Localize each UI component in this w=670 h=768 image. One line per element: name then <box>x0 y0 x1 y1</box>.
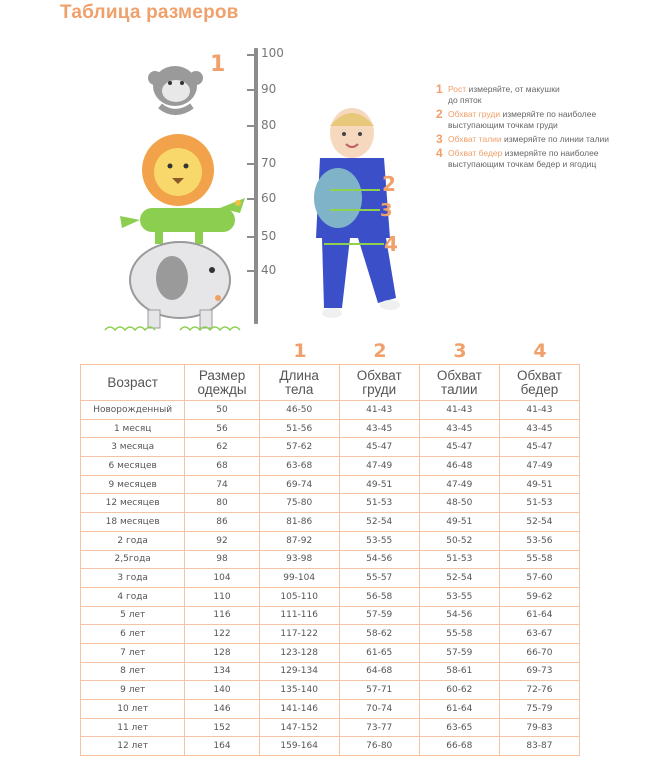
cell-waist: 60-62 <box>419 681 499 700</box>
cell-hips: 55-58 <box>499 550 579 569</box>
legend-item-hips <box>436 148 656 170</box>
legend-number: 1 <box>436 82 443 96</box>
ruler-label: 80 <box>261 118 277 132</box>
cell-hips: 63-67 <box>499 625 579 644</box>
cell-waist: 52-54 <box>419 569 499 588</box>
cell-chest: 64-68 <box>339 662 419 681</box>
table-row <box>81 718 580 737</box>
cell-waist: 46-48 <box>419 457 499 476</box>
cell-size: 92 <box>185 531 259 550</box>
cell-waist: 55-58 <box>419 625 499 644</box>
cell-size: 152 <box>185 718 259 737</box>
cell-hips: 59-62 <box>499 587 579 606</box>
cell-age: 3 года <box>81 569 185 588</box>
cell-waist: 47-49 <box>419 475 499 494</box>
cell-hips: 52-54 <box>499 513 579 532</box>
measurement-legend <box>436 84 656 173</box>
cell-size: 122 <box>185 625 259 644</box>
cell-waist: 41-43 <box>419 401 499 420</box>
cell-chest: 53-55 <box>339 531 419 550</box>
cell-age: 8 лет <box>81 662 185 681</box>
cell-size: 62 <box>185 438 259 457</box>
cell-age: 6 месяцев <box>81 457 185 476</box>
cell-hips: 53-56 <box>499 531 579 550</box>
cell-chest: 45-47 <box>339 438 419 457</box>
cell-length: 117-122 <box>259 625 339 644</box>
cell-waist: 51-53 <box>419 550 499 569</box>
hip-marker: 4 <box>384 232 398 256</box>
table-row <box>81 606 580 625</box>
cell-chest: 43-45 <box>339 419 419 438</box>
cell-hips: 43-45 <box>499 419 579 438</box>
cell-waist: 50-52 <box>419 531 499 550</box>
table-row <box>81 475 580 494</box>
table-row <box>81 643 580 662</box>
cell-waist: 53-55 <box>419 587 499 606</box>
table-row <box>81 494 580 513</box>
cell-length: 51-56 <box>259 419 339 438</box>
cell-length: 87-92 <box>259 531 339 550</box>
cell-age: 5 лет <box>81 606 185 625</box>
cell-chest: 70-74 <box>339 700 419 719</box>
header-body-length: Длина тела <box>259 365 339 401</box>
cell-chest: 58-62 <box>339 625 419 644</box>
cell-length: 123-128 <box>259 643 339 662</box>
size-table <box>80 364 580 756</box>
cell-age: 3 месяца <box>81 438 185 457</box>
cell-age: 7 лет <box>81 643 185 662</box>
table-row <box>81 438 580 457</box>
cell-length: 159-164 <box>259 737 339 756</box>
cell-age: 4 года <box>81 587 185 606</box>
table-row <box>81 737 580 756</box>
cell-hips: 47-49 <box>499 457 579 476</box>
table-row <box>81 550 580 569</box>
legend-description: измеряйте по наиболее <box>502 148 599 158</box>
cell-waist: 48-50 <box>419 494 499 513</box>
table-row <box>81 513 580 532</box>
cell-hips: 57-60 <box>499 569 579 588</box>
cell-length: 93-98 <box>259 550 339 569</box>
cell-hips: 49-51 <box>499 475 579 494</box>
cell-length: 147-152 <box>259 718 339 737</box>
legend-description-cont: выступающим точкам груди <box>448 120 558 130</box>
cell-length: 99-104 <box>259 569 339 588</box>
cell-hips: 72-76 <box>499 681 579 700</box>
cell-chest: 56-58 <box>339 587 419 606</box>
cell-hips: 79-83 <box>499 718 579 737</box>
legend-description: измеряйте по наиболее <box>500 109 597 119</box>
column-number: 3 <box>453 340 467 362</box>
column-number-row <box>0 340 670 364</box>
ruler-tick <box>247 236 256 238</box>
animals-illustration <box>100 48 260 338</box>
cell-chest: 57-59 <box>339 606 419 625</box>
cell-size: 164 <box>185 737 259 756</box>
page-title: Таблица размеров <box>60 2 239 23</box>
cell-size: 128 <box>185 643 259 662</box>
table-body <box>81 401 580 756</box>
cell-size: 98 <box>185 550 259 569</box>
table-row <box>81 457 580 476</box>
ruler-tick <box>247 89 256 91</box>
cell-waist: 61-64 <box>419 700 499 719</box>
legend-key: Обхват груди <box>448 109 501 119</box>
lion-illustration <box>142 134 214 206</box>
legend-number: 4 <box>436 146 443 160</box>
table-row <box>81 569 580 588</box>
cell-age: 2 года <box>81 531 185 550</box>
cell-age: 12 лет <box>81 737 185 756</box>
header-clothing-size: Размер одежды <box>185 365 259 401</box>
ruler-label: 60 <box>261 191 277 205</box>
cell-hips: 83-87 <box>499 737 579 756</box>
cell-chest: 76-80 <box>339 737 419 756</box>
header-waist: Обхват талии <box>419 365 499 401</box>
cell-size: 134 <box>185 662 259 681</box>
column-number: 1 <box>293 340 307 362</box>
table-header-row <box>81 365 580 401</box>
cell-size: 56 <box>185 419 259 438</box>
ruler-label: 70 <box>261 156 277 170</box>
table-row <box>81 401 580 420</box>
cell-hips: 66-70 <box>499 643 579 662</box>
monkey-illustration <box>148 66 203 112</box>
cell-age: 18 месяцев <box>81 513 185 532</box>
cell-age: 1 месяц <box>81 419 185 438</box>
ruler-label: 100 <box>261 46 284 60</box>
table-row <box>81 681 580 700</box>
legend-description-cont: до пяток <box>448 95 482 105</box>
cell-length: 129-134 <box>259 662 339 681</box>
cell-hips: 51-53 <box>499 494 579 513</box>
cell-length: 63-68 <box>259 457 339 476</box>
cell-chest: 41-43 <box>339 401 419 420</box>
legend-item-chest <box>436 109 656 131</box>
cell-chest: 54-56 <box>339 550 419 569</box>
cell-age: 12 месяцев <box>81 494 185 513</box>
cell-chest: 55-57 <box>339 569 419 588</box>
cell-size: 110 <box>185 587 259 606</box>
header-age: Возраст <box>81 365 185 401</box>
waist-marker: 3 <box>380 200 393 221</box>
cell-length: 75-80 <box>259 494 339 513</box>
cell-hips: 75-79 <box>499 700 579 719</box>
table-row <box>81 625 580 644</box>
cell-chest: 52-54 <box>339 513 419 532</box>
cell-age: 9 месяцев <box>81 475 185 494</box>
cell-age: Новорожденный <box>81 401 185 420</box>
legend-number: 2 <box>436 107 443 121</box>
cell-age: 11 лет <box>81 718 185 737</box>
baby-illustration <box>280 98 430 328</box>
cell-size: 68 <box>185 457 259 476</box>
cell-waist: 43-45 <box>419 419 499 438</box>
table-row <box>81 662 580 681</box>
table-row <box>81 419 580 438</box>
cell-length: 105-110 <box>259 587 339 606</box>
ruler-tick <box>247 270 256 272</box>
table-row <box>81 700 580 719</box>
cell-chest: 57-71 <box>339 681 419 700</box>
cell-waist: 57-59 <box>419 643 499 662</box>
cell-size: 104 <box>185 569 259 588</box>
cell-hips: 41-43 <box>499 401 579 420</box>
cell-waist: 54-56 <box>419 606 499 625</box>
legend-description-cont: выступающим точкам бедер и ягодиц <box>448 159 597 169</box>
table-row <box>81 531 580 550</box>
cell-size: 116 <box>185 606 259 625</box>
ruler-tick <box>247 125 256 127</box>
cell-hips: 69-73 <box>499 662 579 681</box>
cell-chest: 73-77 <box>339 718 419 737</box>
column-number: 2 <box>373 340 387 362</box>
cell-size: 146 <box>185 700 259 719</box>
ruler-label: 50 <box>261 229 277 243</box>
cell-size: 74 <box>185 475 259 494</box>
cell-chest: 51-53 <box>339 494 419 513</box>
cell-size: 50 <box>185 401 259 420</box>
cell-length: 69-74 <box>259 475 339 494</box>
cell-size: 80 <box>185 494 259 513</box>
height-marker: 1 <box>210 52 226 77</box>
legend-key: Рост <box>448 84 467 94</box>
legend-key: Обхват талии <box>448 134 502 144</box>
cell-size: 86 <box>185 513 259 532</box>
cell-hips: 45-47 <box>499 438 579 457</box>
cell-length: 111-116 <box>259 606 339 625</box>
cell-length: 46-50 <box>259 401 339 420</box>
legend-number: 3 <box>436 132 443 146</box>
elephant-illustration <box>130 242 230 328</box>
cell-chest: 49-51 <box>339 475 419 494</box>
ruler-label: 40 <box>261 263 277 277</box>
chest-marker: 2 <box>382 172 396 196</box>
cell-length: 81-86 <box>259 513 339 532</box>
cell-age: 2,5года <box>81 550 185 569</box>
ruler-label: 90 <box>261 82 277 96</box>
cell-hips: 61-64 <box>499 606 579 625</box>
legend-key: Обхват бедер <box>448 148 503 158</box>
legend-item-height <box>436 84 656 106</box>
cell-waist: 49-51 <box>419 513 499 532</box>
cell-age: 6 лет <box>81 625 185 644</box>
header-chest: Обхват груди <box>339 365 419 401</box>
legend-description: измеряйте по линии талии <box>501 134 610 144</box>
cell-length: 141-146 <box>259 700 339 719</box>
column-number: 4 <box>533 340 547 362</box>
legend-description: измеряйте, от макушки <box>466 84 560 94</box>
ruler-tick <box>247 54 256 56</box>
ruler-tick <box>247 163 256 165</box>
ruler-tick <box>247 198 256 200</box>
cell-chest: 61-65 <box>339 643 419 662</box>
cell-waist: 58-61 <box>419 662 499 681</box>
cell-chest: 47-49 <box>339 457 419 476</box>
cell-waist: 45-47 <box>419 438 499 457</box>
header-hips: Обхват бедер <box>499 365 579 401</box>
legend-item-waist <box>436 134 656 145</box>
cell-length: 135-140 <box>259 681 339 700</box>
cell-age: 9 лет <box>81 681 185 700</box>
cell-waist: 63-65 <box>419 718 499 737</box>
cell-length: 57-62 <box>259 438 339 457</box>
cell-size: 140 <box>185 681 259 700</box>
cell-age: 10 лет <box>81 700 185 719</box>
table-row <box>81 587 580 606</box>
cell-waist: 66-68 <box>419 737 499 756</box>
